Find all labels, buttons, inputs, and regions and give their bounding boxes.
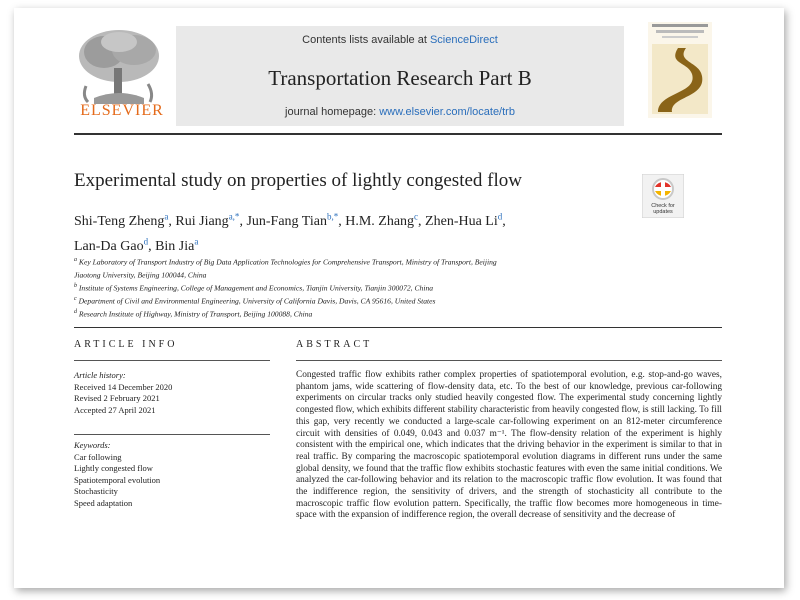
check-for-updates-label: Check for	[651, 203, 675, 209]
author[interactable]: H.M. Zhang$^c$,	[345, 211, 426, 229]
keyword: Spatiotemporal evolution	[74, 474, 161, 485]
history-rule	[74, 434, 270, 435]
history-item: Accepted 27 April 2021	[74, 404, 156, 415]
svg-text:updates: updates	[653, 209, 673, 215]
affiliation: $^c$ Department of Civil and Environmental Engineering, University of California Davis, Davis, CA 95616, United States	[74, 296, 436, 306]
section-rule	[74, 327, 722, 328]
affiliation: $^a$ Key Laboratory of Transport Industry of Big Data Application Technologies for Comprehensive Transport, Ministry of Transport, Beijing	[74, 257, 497, 267]
affiliation: $^b$ Institute of Systems Engineering, College of Management and Economics, Tianjin University, Tianjin 300072, China	[74, 283, 434, 293]
abstract-rule	[296, 360, 722, 361]
check-for-updates-icon[interactable]	[642, 174, 684, 218]
homepage-line	[176, 106, 624, 118]
affiliation: Jiaotong University, Beijing 100044, China	[74, 270, 207, 280]
sciencedirect-link[interactable]: ScienceDirect	[429, 34, 498, 46]
author[interactable]: Jun-Fang Tian$^{b,*}$,	[246, 211, 346, 229]
author[interactable]: Shi-Teng Zheng$^a$,	[74, 211, 176, 229]
contents-prefix: Contents lists available at	[302, 34, 430, 46]
author[interactable]: Lan-Da Gao$^d$,	[74, 236, 156, 255]
history-item: Revised 2 February 2021	[74, 393, 160, 403]
keywords-block	[74, 440, 264, 509]
abstract-text: Congested traffic flow exhibits rather complex properties of spatiotemporal evolution, e.g. stop-and-go waves, phantom jams, wide scattering of flow-density data, etc. To the best of our knowledge, previous car-following experiments on circular tracks only studied heavily congested flow. The experimental study concerning lightly congested flow, which exhibits different stability characteristic from heavily congested flow, is still lacking. To fill this gap, very recently we conducted a large-scale car-following experiment on an 812-meter circumference circuit with densities of 0.049, 0.043 and 0.037 m⁻¹. The flow-density relation of the experiment is highly consistent with the empirical one, which indicates that the driving behavior in the experiment is similar to that in real traffic. By comparing the macroscopic spatiotemporal evolution diagrams in different runs under the same global density, we found that the traffic flow exhibits stochastic features with even the same initial conditions. We analyzed the car-following behavior and its relation to the macroscopic traffic flow evolution. It was found that the indifference region, the sensitivity of drivers, and the strength of stochasticity all contribute to the macroscopic traffic flow evolution pattern. Specifically, the traffic flow becomes more homogeneous in time-space with the expansion of indifference region, the overall decrease of sensitivity and the decrease of	[296, 370, 722, 521]
affiliation: $^d$ Research Institute of Highway, Ministry of Transport, Beijing 100088, China	[74, 309, 313, 319]
author[interactable]: Rui Jiang$^{a,*}$,	[175, 211, 247, 229]
homepage-prefix: journal homepage:	[285, 106, 380, 118]
article-info-rule	[74, 360, 270, 361]
author[interactable]: Bin Jia$^a$	[155, 236, 199, 255]
paper-page	[14, 8, 784, 588]
journal-cover-icon	[648, 22, 712, 118]
keywords-label: Keywords:	[74, 440, 111, 450]
keyword: Car following	[74, 451, 122, 462]
history-label: Article history:	[74, 370, 126, 380]
keyword: Stochasticity	[74, 486, 118, 496]
journal-header-band	[176, 26, 624, 126]
abstract-heading: ABSTRACT	[296, 339, 373, 350]
header-rule	[74, 133, 722, 135]
article-info-heading: ARTICLE INFO	[74, 339, 178, 350]
keyword: Lightly congested flow	[74, 463, 153, 473]
contents-line	[176, 34, 624, 46]
author-list	[74, 206, 614, 257]
homepage-link[interactable]: www.elsevier.com/locate/trb	[379, 106, 515, 118]
keyword: Speed adaptation	[74, 497, 133, 508]
author[interactable]: Zhen-Hua Li$^d$,	[425, 211, 506, 229]
history-item: Received 14 December 2020	[74, 381, 173, 392]
journal-name: Transportation Research Part B	[268, 66, 532, 90]
affiliation-list	[74, 255, 634, 320]
publisher-name: ELSEVIER	[80, 102, 164, 119]
article-title: Experimental study on properties of lightly congested flow	[74, 170, 522, 191]
article-history	[74, 370, 264, 416]
